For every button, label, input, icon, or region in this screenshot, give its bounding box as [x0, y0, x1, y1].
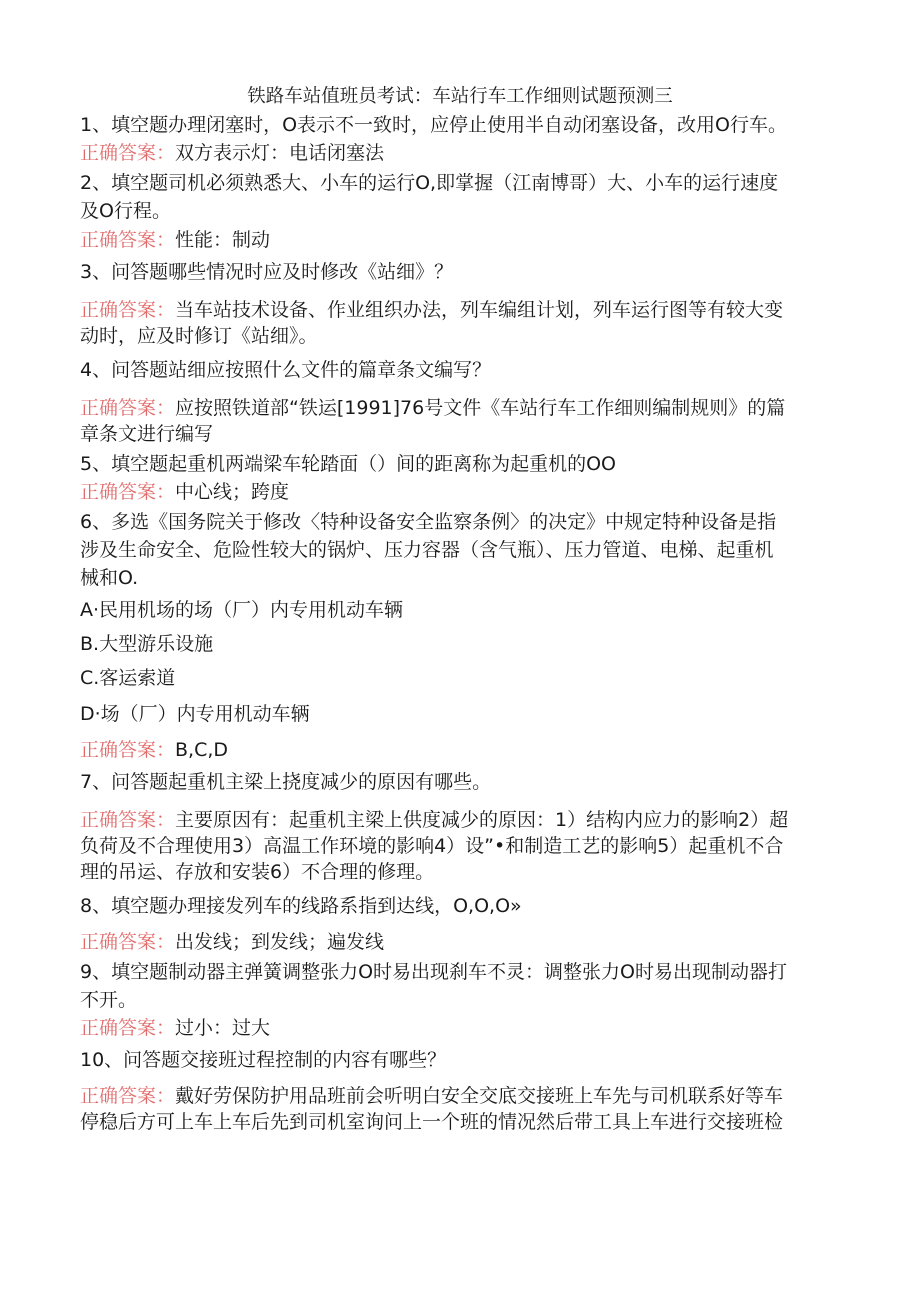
answer-label: 正确答案：: [80, 397, 176, 419]
question-text: 3、问答题哪些情况时应及时修改《站细》？: [80, 261, 454, 283]
answer-label: 正确答案：: [80, 481, 176, 503]
answer-label: 正确答案：: [80, 142, 176, 164]
answer-text: 应按照铁道部“铁运[1991]76号文件《车站行车工作细则编制规则》的篇: [175, 397, 786, 419]
question-text: 6、多选《国务院关于修改〈特种设备安全监察条例〉的决定》中规定特种设备是指: [80, 511, 777, 533]
question-text: 10、问答题交接班过程控制的内容有哪些？: [80, 1049, 447, 1071]
answer-line: [80, 227, 270, 253]
answer-line: [80, 1015, 270, 1041]
question-text: 不开。: [80, 989, 138, 1011]
question-text: 4、问答题站细应按照什么文件的篇章条文编写？: [80, 359, 492, 381]
answer-option: C.客运索道: [80, 667, 176, 689]
answer-line: [80, 929, 384, 955]
answer-option: B.大型游乐设施: [80, 633, 214, 655]
answer-line: [80, 140, 384, 166]
question-text: 械和O.: [80, 567, 139, 589]
answer-line: [80, 737, 228, 763]
answer-text: 双方表示灯：电话闭塞法: [175, 142, 385, 164]
answer-option: A·民用机场的场（厂）内专用机动车辆: [80, 599, 404, 621]
document-title: 铁路车站值班员考试：车站行车工作细则试题预测三: [247, 86, 673, 107]
answer-text: 动时，应及时修订《站细》。: [80, 325, 318, 347]
answer-line: [80, 395, 785, 421]
answer-text: B,C,D: [175, 739, 229, 761]
answer-text: 戴好劳保防护用品班前会听明白安全交底交接班上车先与司机联系好等车: [175, 1085, 784, 1107]
answer-label: 正确答案：: [80, 1085, 176, 1107]
answer-line: [80, 297, 783, 323]
answer-label: 正确答案：: [80, 229, 176, 251]
answer-text: 停稳后方可上车上车后先到司机室询问上一个班的情况然后带工具上车进行交接班检: [80, 1111, 784, 1133]
answer-text: 当车站技术设备、作业组织办法，列车编组计划，列车运行图等有较大变: [175, 299, 784, 321]
answer-text: 中心线；跨度: [175, 481, 290, 503]
answer-text: 主要原因有：起重机主梁上供度减少的原因：1）结构内应力的影响2）超: [175, 809, 789, 831]
answer-text: 性能：制动: [175, 229, 271, 251]
answer-text: 过小：过大: [175, 1017, 271, 1039]
answer-text: 章条文进行编写: [80, 423, 214, 445]
answer-line: [80, 479, 289, 505]
answer-label: 正确答案：: [80, 299, 176, 321]
question-text: 1、填空题办理闭塞时，O表示不一致时，应停止使用半自动闭塞设备，改用O行车。: [80, 114, 788, 136]
answer-label: 正确答案：: [80, 1017, 176, 1039]
answer-label: 正确答案：: [80, 931, 176, 953]
answer-label: 正确答案：: [80, 739, 176, 761]
answer-option: D·场（厂）内专用机动车辆: [80, 703, 310, 725]
question-text: 2、填空题司机必须熟悉大、小车的运行O,即掌握（江南博哥）大、小车的运行速度: [80, 172, 779, 194]
question-text: 及O行程。: [80, 200, 171, 222]
answer-line: [80, 1083, 783, 1109]
question-text: 8、填空题办理接发列车的线路系指到达线，O,O,O»: [80, 895, 522, 917]
answer-line: [80, 807, 788, 833]
answer-text: 理的吊运、存放和安装6）不合理的修理。: [80, 861, 435, 883]
question-text: 9、填空题制动器主弹簧调整张力O时易出现刹车不灵：调整张力O时易出现制动器打: [80, 961, 788, 983]
question-text: 7、问答题起重机主梁上挠度减少的原因有哪些。: [80, 771, 492, 793]
answer-text: 出发线；到发线；遍发线: [175, 931, 385, 953]
question-text: 5、填空题起重机两端梁车轮踏面（）间的距离称为起重机的OO: [80, 453, 617, 475]
question-text: 涉及生命安全、危险性较大的锅炉、压力容器（含气瓶）、压力管道、电梯、起重机: [80, 539, 774, 561]
answer-label: 正确答案：: [80, 809, 176, 831]
answer-text: 负荷及不合理使用3）高温工作环境的影响4）设”•和制造工艺的影响5）起重机不合: [80, 835, 784, 857]
